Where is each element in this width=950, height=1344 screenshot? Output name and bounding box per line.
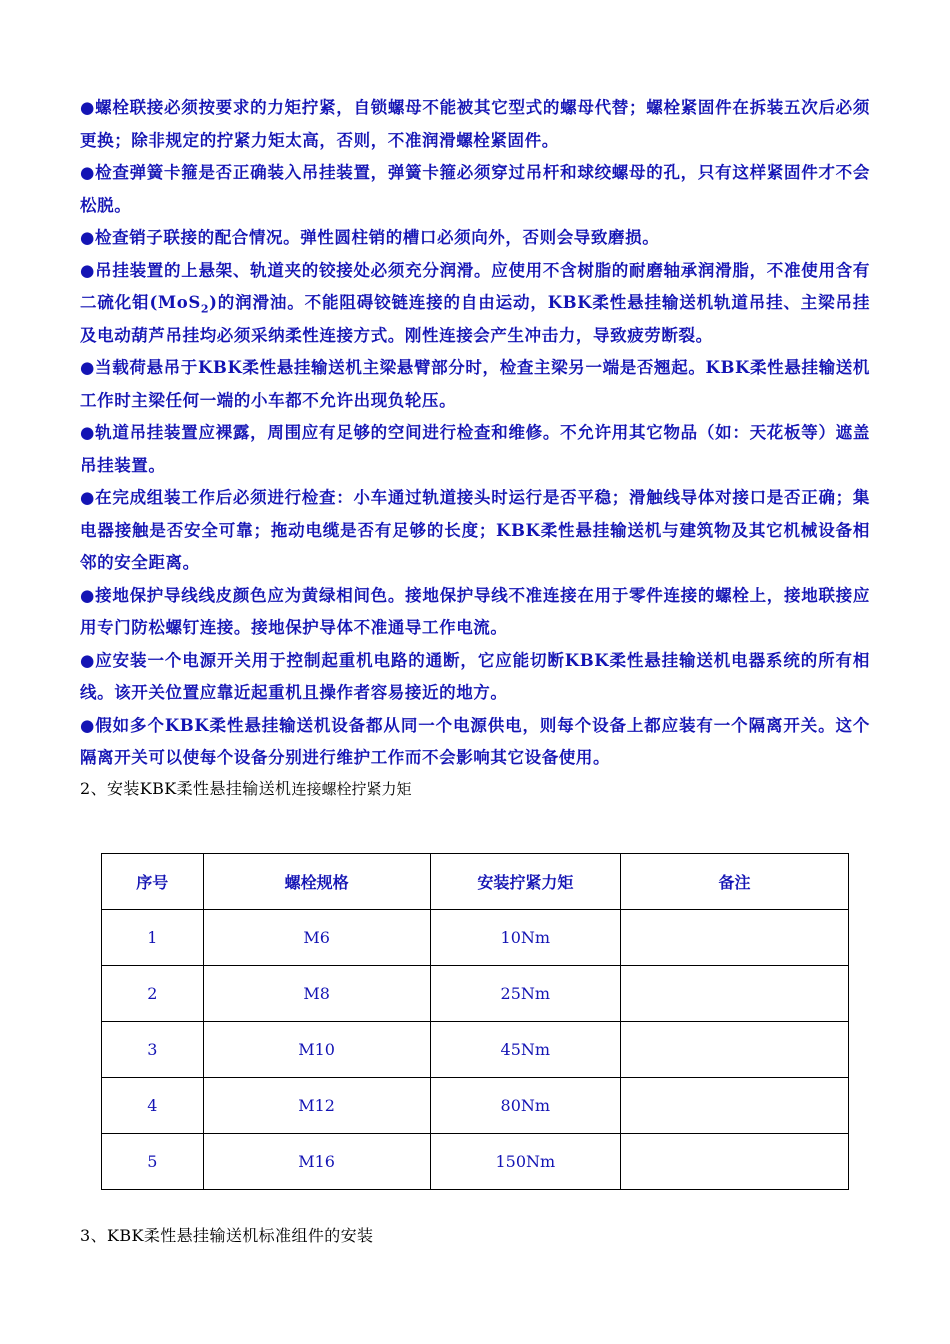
table-row: [102, 966, 849, 1022]
cell-index: 4: [102, 1078, 204, 1134]
cell-index: 1: [102, 910, 204, 966]
bullet-paragraph: ●检查弹簧卡箍是否正确装入吊挂装置，弹簧卡箍必须穿过吊杆和球绞螺母的孔，只有这样紧固件才不会松脱。: [80, 163, 870, 215]
cell-bolt-spec: M6: [203, 910, 430, 966]
cell-remarks: [621, 910, 849, 966]
bullet-paragraph: ●在完成组装工作后必须进行检查：小车通过轨道接头时运行是否平稳；滑触线导体对接口是否正确；集电器接触是否安全可靠；拖动电缆是否有足够的长度；KBK柔性悬挂输送机与建筑物及其它机械设备相邻的安全距离。: [80, 488, 870, 572]
bullet-paragraph: ●应安装一个电源开关用于控制起重机电路的通断，它应能切断KBK柔性悬挂输送机电器系统的所有相线。该开关位置应靠近起重机且操作者容易接近的地方。: [80, 650, 870, 702]
section-heading-main: 2、安装KBK柔性悬挂输送机: [80, 778, 292, 798]
bullet-paragraph: ●轨道吊挂装置应裸露，周围应有足够的空间进行检查和维修。不允许用其它物品（如：天花板等）遮盖吊挂装置。: [80, 423, 870, 475]
cell-remarks: [621, 966, 849, 1022]
cell-torque: 150Nm: [430, 1134, 620, 1190]
section-heading-sub: 连接螺栓拧紧力矩: [291, 779, 412, 798]
bullet-text: )的润滑油。不能阻碍铰链连接的自由运动，KBK柔性悬挂输送机轨道吊挂、主梁吊挂及电动葫芦吊挂均必须采纳柔性连接方式。刚性连接会产生冲击力，导致疲劳断裂。: [80, 293, 870, 345]
cell-bolt-spec: M10: [203, 1022, 430, 1078]
cell-bolt-spec: M16: [203, 1134, 430, 1190]
cell-remarks: [621, 1134, 849, 1190]
bullet-paragraph: ●接地保护导线线皮颜色应为黄绿相间色。接地保护导线不准连接在用于零件连接的螺栓上，接地联接应用专门防松螺钉连接。接地保护导体不准通导工作电流。: [80, 585, 870, 637]
table-row: [102, 910, 849, 966]
column-header-index: 序号: [102, 854, 204, 910]
document-body: [80, 92, 870, 801]
table-header-row: [102, 854, 849, 910]
section-heading: [80, 777, 870, 801]
bullet-paragraph: ●螺栓联接必须按要求的力矩拧紧，自锁螺母不能被其它型式的螺母代替；螺栓紧固件在拆装五次后必须更换；除非规定的拧紧力矩太高，否则，不准润滑螺栓紧固件。: [80, 98, 870, 150]
table-row: [102, 1022, 849, 1078]
cell-bolt-spec: M12: [203, 1078, 430, 1134]
bullet-text: ●吊挂装置的上悬架、轨道夹的铰接处必须充分润滑。应使用不含树脂的耐磨轴承润滑脂，不准使用含有二硫化钼(MoS: [80, 260, 870, 312]
section-heading: 3、KBK柔性悬挂输送机标准组件的安装: [80, 1226, 374, 1245]
cell-bolt-spec: M8: [203, 966, 430, 1022]
cell-torque: 25Nm: [430, 966, 620, 1022]
table-row: [102, 1134, 849, 1190]
column-header-bolt-spec: 螺栓规格: [203, 854, 430, 910]
bullet-paragraph: ●检查销子联接的配合情况。弹性圆柱销的槽口必须向外，否则会导致磨损。: [80, 228, 660, 247]
subscript: 2: [200, 302, 210, 316]
cell-remarks: [621, 1078, 849, 1134]
column-header-remarks: 备注: [621, 854, 849, 910]
cell-torque: 10Nm: [430, 910, 620, 966]
torque-table: [101, 853, 849, 1190]
cell-remarks: [621, 1022, 849, 1078]
cell-index: 2: [102, 966, 204, 1022]
bullet-paragraph: ●当载荷悬吊于KBK柔性悬挂输送机主梁悬臂部分时，检查主梁另一端是否翘起。KBK柔性悬挂输送机工作时主梁任何一端的小车都不允许出现负轮压。: [80, 358, 870, 410]
table-row: [102, 1078, 849, 1134]
cell-index: 5: [102, 1134, 204, 1190]
cell-index: 3: [102, 1022, 204, 1078]
cell-torque: 45Nm: [430, 1022, 620, 1078]
bullet-paragraph: [80, 255, 870, 353]
cell-torque: 80Nm: [430, 1078, 620, 1134]
bullet-paragraph: ●假如多个KBK柔性悬挂输送机设备都从同一个电源供电，则每个设备上都应装有一个隔离开关。这个隔离开关可以使每个设备分别进行维护工作而不会影响其它设备使用。: [80, 715, 870, 767]
column-header-torque: 安装拧紧力矩: [430, 854, 620, 910]
